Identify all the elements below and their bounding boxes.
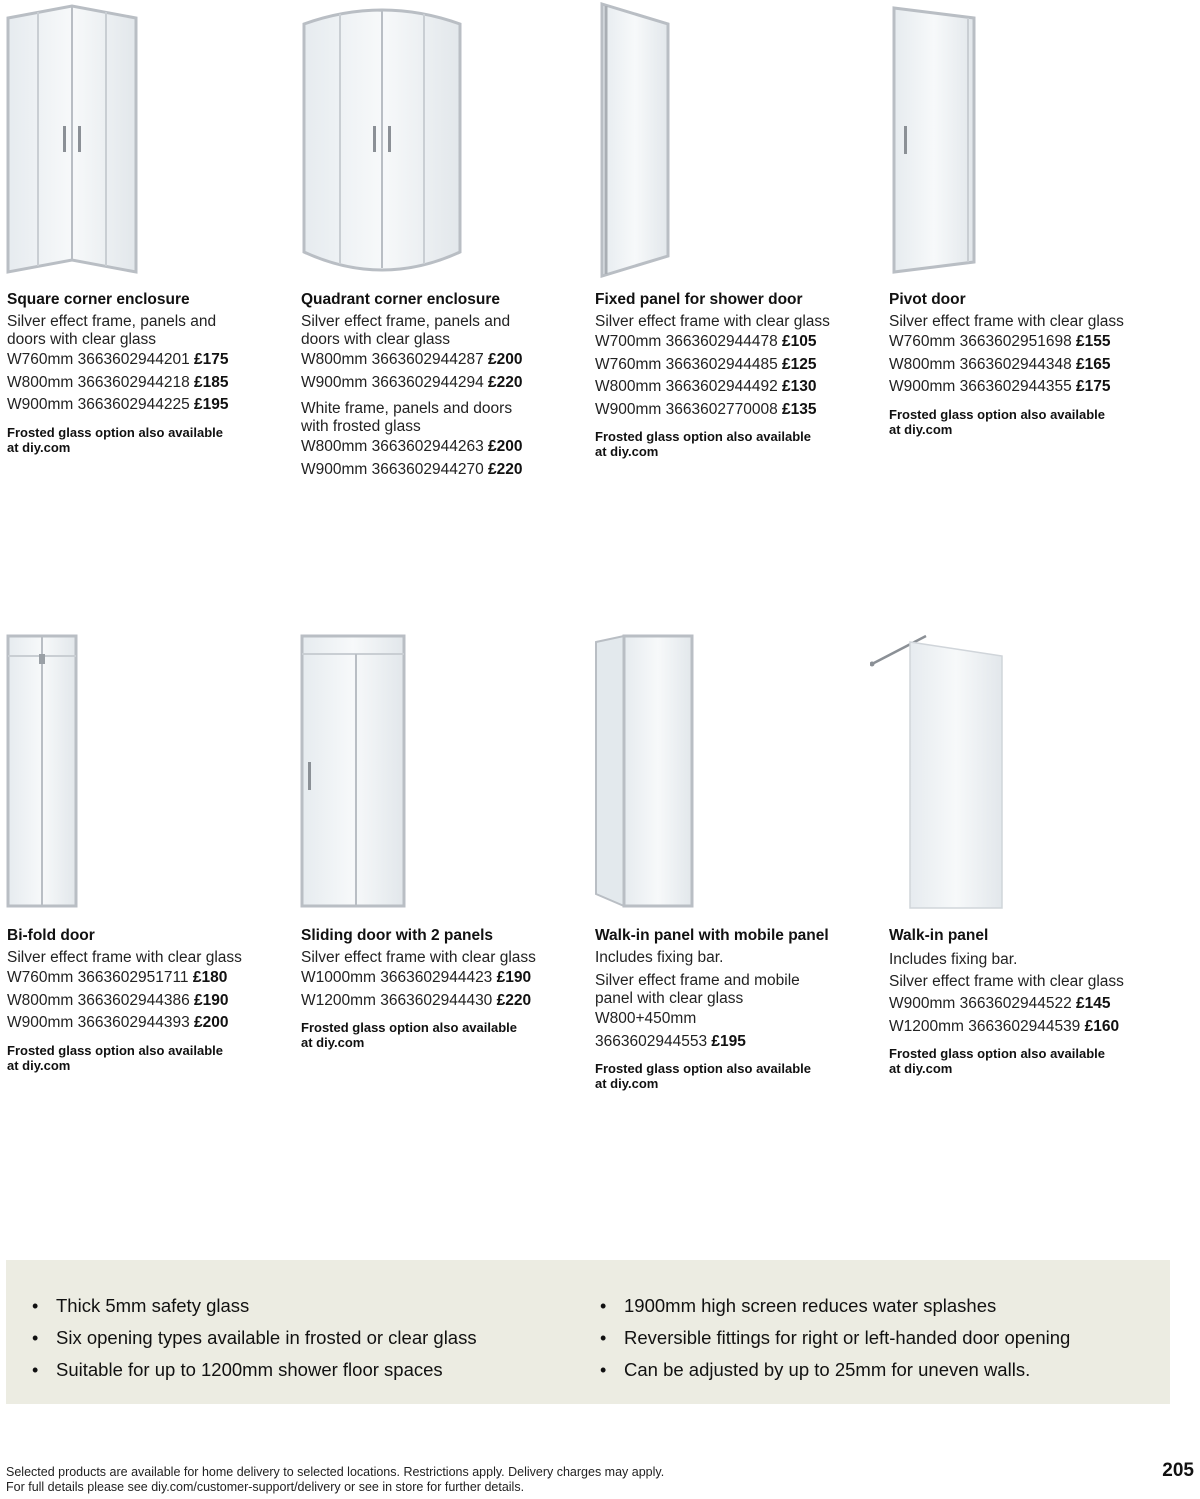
size-line: W800+450mm: [595, 1010, 697, 1027]
size-line: W760mm 3663602944485 £125: [595, 355, 817, 373]
size-line: W900mm 3663602944393 £200: [7, 1014, 229, 1031]
product-description: Silver effect frame with clear glass: [301, 949, 536, 966]
product-fixed-panel: [595, 290, 865, 459]
product-description: Silver effect frame with clear glass: [7, 949, 242, 966]
price: £220: [488, 460, 523, 478]
size-line: W900mm 3663602944225 £195: [7, 396, 229, 413]
price: £105: [782, 333, 817, 350]
feature-item: • Thick 5mm safety glass: [32, 1290, 477, 1322]
product-description: Silver effect frame and mobile: [595, 972, 800, 989]
product-pivot-door: [889, 290, 1159, 437]
product-title: Fixed panel for shower door: [595, 291, 803, 308]
product-description: Includes fixing bar.: [889, 951, 1018, 968]
product-title: Bi-fold door: [7, 927, 95, 944]
product-description: Silver effect frame, panels and: [301, 313, 511, 330]
frosted-option-note: Frosted glass option also available at diy.com: [595, 429, 812, 459]
product-title: Square corner enclosure: [7, 291, 190, 308]
product-walk-in-panel-mobile: [595, 926, 865, 1091]
size-line: W900mm 3663602944355 £175: [889, 378, 1111, 395]
product-description: doors with clear glass: [301, 331, 451, 348]
product-description: panel with clear glass: [595, 990, 744, 1007]
price: £165: [1076, 355, 1111, 373]
frosted-option-note: Frosted glass option also available at diy.com: [7, 1042, 224, 1073]
product-description: doors with clear glass: [7, 331, 157, 348]
product-walk-in-panel: [889, 926, 1159, 1076]
bi-fold-door-image: [6, 634, 78, 908]
feature-item: • Can be adjusted by up to 25mm for uneven walls.: [600, 1354, 1070, 1386]
size-line: W800mm 3663602944287 £200: [301, 351, 523, 368]
size-line: W760mm 3663602951698 £155: [889, 333, 1111, 350]
size-line: W800mm 3663602944386 £190: [7, 991, 229, 1009]
fixed-panel-image: [598, 2, 672, 278]
frosted-option-note: Frosted glass option also available at diy.com: [889, 1046, 1106, 1076]
size-line: W900mm 3663602944294 £220: [301, 373, 523, 391]
page-number: 205: [1162, 1460, 1194, 1481]
price: £130: [782, 378, 817, 395]
product-description: Silver effect frame with clear glass: [595, 313, 830, 330]
size-line: W800mm 3663602944348 £165: [889, 355, 1111, 373]
size-line: W800mm 3663602944218 £185: [7, 373, 229, 391]
frosted-option-note: Frosted glass option also available at diy.com: [595, 1061, 812, 1091]
price: £175: [1076, 378, 1111, 395]
size-line: W760mm 3663602951711 £180: [7, 969, 228, 986]
price: £220: [496, 991, 532, 1009]
price: £195: [194, 396, 229, 413]
product-description: White frame, panels and doors: [301, 400, 513, 417]
pivot-door-image: [892, 4, 976, 276]
price: £175: [194, 351, 229, 368]
product-title: Walk-in panel with mobile panel: [595, 927, 829, 944]
size-line: W1000mm 3663602944423 £190: [301, 969, 532, 986]
walk-in-panel-mobile-image: [594, 632, 694, 910]
size-line: W1200mm 3663602944430 £220: [301, 991, 532, 1009]
size-line: W1200mm 3663602944539 £160: [889, 1017, 1120, 1035]
price: £185: [194, 373, 229, 391]
price: £125: [782, 355, 817, 373]
quadrant-corner-enclosure-image: [300, 2, 464, 276]
feature-item: • 1900mm high screen reduces water splashes: [600, 1290, 1070, 1322]
price: £200: [194, 1014, 229, 1031]
price: £155: [1076, 333, 1111, 350]
product-description: Includes fixing bar.: [595, 949, 724, 966]
price: £190: [496, 969, 532, 986]
product-bi-fold-door: [7, 926, 277, 1073]
feature-item: • Suitable for up to 1200mm shower floor spaces: [32, 1354, 477, 1386]
walk-in-panel-image: [870, 634, 1006, 910]
price: £220: [488, 373, 523, 391]
product-description: Silver effect frame with clear glass: [889, 313, 1124, 330]
product-description: Silver effect frame, panels and: [7, 313, 217, 330]
size-line: W900mm 3663602944270 £220: [301, 460, 523, 478]
features-list-left: [32, 1290, 477, 1386]
product-square-corner-enclosure: [7, 290, 277, 455]
square-corner-enclosure-image: [6, 4, 138, 274]
size-line: W800mm 3663602944492 £130: [595, 378, 817, 395]
size-line: W900mm 3663602770008 £135: [595, 400, 817, 418]
size-line: W900mm 3663602944522 £145: [889, 995, 1111, 1012]
product-description: with frosted glass: [301, 418, 421, 435]
size-line: 3663602944553 £195: [595, 1032, 746, 1050]
price: £190: [194, 991, 229, 1009]
sliding-door-image: [300, 634, 406, 908]
size-line: W800mm 3663602944263 £200: [301, 438, 523, 455]
price: £180: [192, 969, 228, 986]
price: £160: [1084, 1017, 1120, 1035]
product-title: Sliding door with 2 panels: [301, 927, 494, 944]
features-list-right: [600, 1290, 1070, 1386]
product-title: Pivot door: [889, 291, 966, 308]
frosted-option-note: Frosted glass option also available at diy.com: [7, 424, 224, 455]
size-line: W700mm 3663602944478 £105: [595, 333, 817, 350]
delivery-footnote: Selected products are available for home delivery to selected locations. Restrictions apply. Delivery charges may apply. For full details please see diy.com/customer-support/delivery or see in store for further details.: [6, 1465, 665, 1494]
feature-item: • Six opening types available in frosted or clear glass: [32, 1322, 477, 1354]
feature-item: • Reversible fittings for right or left-handed door opening: [600, 1322, 1070, 1354]
frosted-option-note: Frosted glass option also available at diy.com: [301, 1020, 518, 1050]
price: £200: [488, 351, 523, 368]
price: £200: [488, 438, 523, 455]
price: £195: [711, 1032, 746, 1050]
price: £135: [782, 400, 817, 418]
product-title: Walk-in panel: [889, 927, 989, 944]
product-quadrant-corner-enclosure: [301, 290, 571, 481]
features-band: [6, 1260, 1170, 1404]
price: £145: [1076, 995, 1111, 1012]
product-title: Quadrant corner enclosure: [301, 291, 500, 308]
product-sliding-door: [301, 926, 571, 1050]
frosted-option-note: Frosted glass option also available at diy.com: [889, 406, 1106, 437]
size-line: W760mm 3663602944201 £175: [7, 351, 229, 368]
product-description: Silver effect frame with clear glass: [889, 973, 1124, 990]
